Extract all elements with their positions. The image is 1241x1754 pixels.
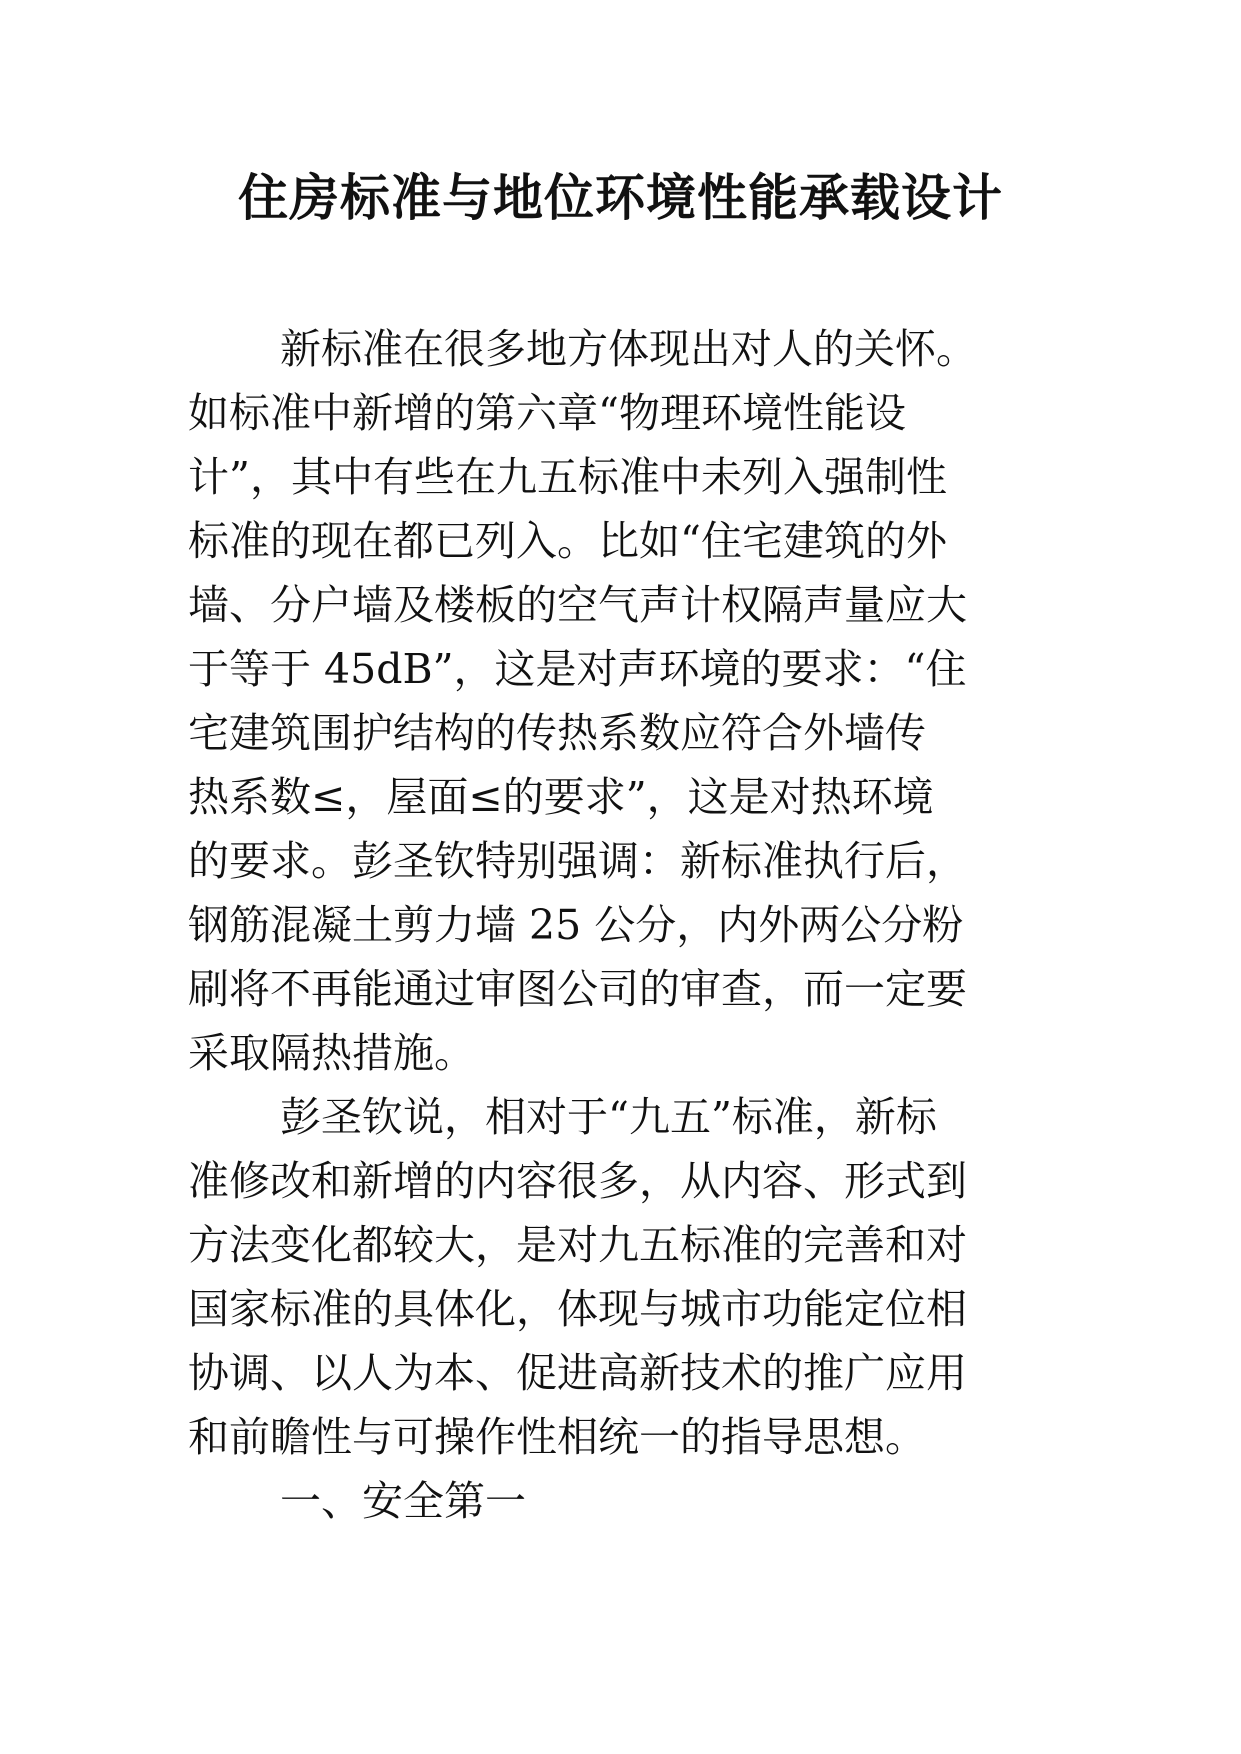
paragraph-line: 热系数≤，屋面≤的要求”，这是对热环境 [188, 773, 934, 821]
document-body [188, 317, 1068, 1533]
paragraph-line: 墙、分户墙及楼板的空气声计权隔声量应大 [188, 581, 967, 629]
paragraph-line: 方法变化都较大，是对九五标准的完善和对 [188, 1221, 967, 1269]
section-heading: 一、安全第一 [280, 1477, 526, 1525]
paragraph-line: 刷将不再能通过审图公司的审查，而一定要 [188, 965, 967, 1013]
paragraph-line: 协调、以人为本、促进高新技术的推广应用 [188, 1349, 967, 1397]
paragraph-line: 标准的现在都已列入。比如“住宅建筑的外 [188, 517, 947, 565]
paragraph-line: 计”，其中有些在九五标准中未列入强制性 [188, 453, 947, 501]
paragraph-line: 新标准在很多地方体现出对人的关怀。 [280, 325, 977, 373]
paragraph-line: 如标准中新增的第六章“物理环境性能设 [188, 389, 906, 437]
paragraph-line: 于等于 45dB”，这是对声环境的要求：“住 [188, 645, 967, 693]
document-title: 住房标准与地位环境性能承载设计 [238, 169, 1003, 227]
paragraph-line: 国家标准的具体化，体现与城市功能定位相 [188, 1285, 967, 1333]
paragraph-line: 彭圣钦说，相对于“九五”标准，新标 [280, 1093, 937, 1141]
paragraph-line: 准修改和新增的内容很多，从内容、形式到 [188, 1157, 967, 1205]
paragraph-line: 采取隔热措施。 [188, 1029, 475, 1077]
paragraph-line: 的要求。彭圣钦特别强调：新标准执行后， [188, 837, 967, 885]
paragraph-line: 钢筋混凝土剪力墙 25 公分，内外两公分粉 [188, 901, 964, 949]
paragraph-line: 和前瞻性与可操作性相统一的指导思想。 [188, 1413, 926, 1461]
paragraph-line: 宅建筑围护结构的传热系数应符合外墙传 [188, 709, 926, 757]
